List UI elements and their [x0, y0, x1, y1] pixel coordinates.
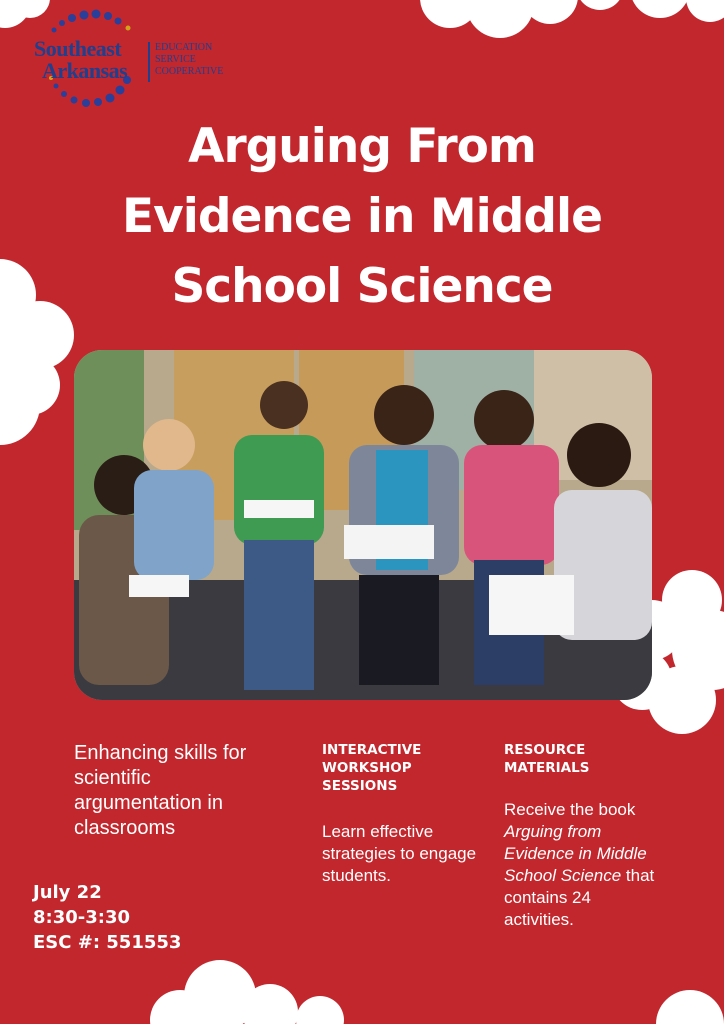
resources-body-suffix: that contains 24 activities.	[504, 866, 655, 929]
flyer-title	[0, 112, 724, 322]
workshop-body: Learn effective strategies to engage students.	[322, 822, 477, 885]
workshop-heading: INTERACTIVE WORKSHOP SESSIONS	[322, 742, 422, 794]
students-discussion-photo	[74, 350, 652, 700]
tagline: Enhancing skills for scientific argumentation in classrooms	[74, 742, 247, 839]
logo-subtitle-line: SERVICE	[155, 54, 196, 65]
logo-subtitle	[155, 42, 223, 78]
resources-heading: RESOURCE MATERIALS	[504, 742, 590, 776]
title-line: Evidence in Middle	[121, 189, 603, 244]
logo-subtitle-line: COOPERATIVE	[155, 66, 224, 77]
photo-illustration	[74, 350, 652, 700]
logo-line-1: Southeast	[34, 36, 122, 61]
event-date: July 22	[33, 882, 102, 903]
logo-line-2: Arkansas	[42, 58, 128, 83]
resources-section	[504, 741, 664, 931]
title-line: Arguing From	[188, 119, 536, 174]
event-time: 8:30-3:30	[33, 907, 131, 928]
resources-body-prefix: Receive the book	[504, 800, 636, 819]
cloud-bottom-decoration	[150, 960, 724, 1024]
title-line: School Science	[171, 259, 553, 314]
resources-body	[504, 799, 664, 931]
workshop-section	[322, 741, 487, 887]
event-info	[33, 880, 181, 955]
sea-esc-logo	[28, 8, 248, 110]
event-esc-number: ESC #: 551553	[33, 932, 182, 953]
logo-divider	[148, 42, 150, 82]
book-title: Arguing from Evidence in Middle School Science	[504, 822, 647, 885]
logo-subtitle-line: EDUCATION	[155, 42, 213, 53]
cloud-top-right-decoration	[410, 0, 724, 50]
